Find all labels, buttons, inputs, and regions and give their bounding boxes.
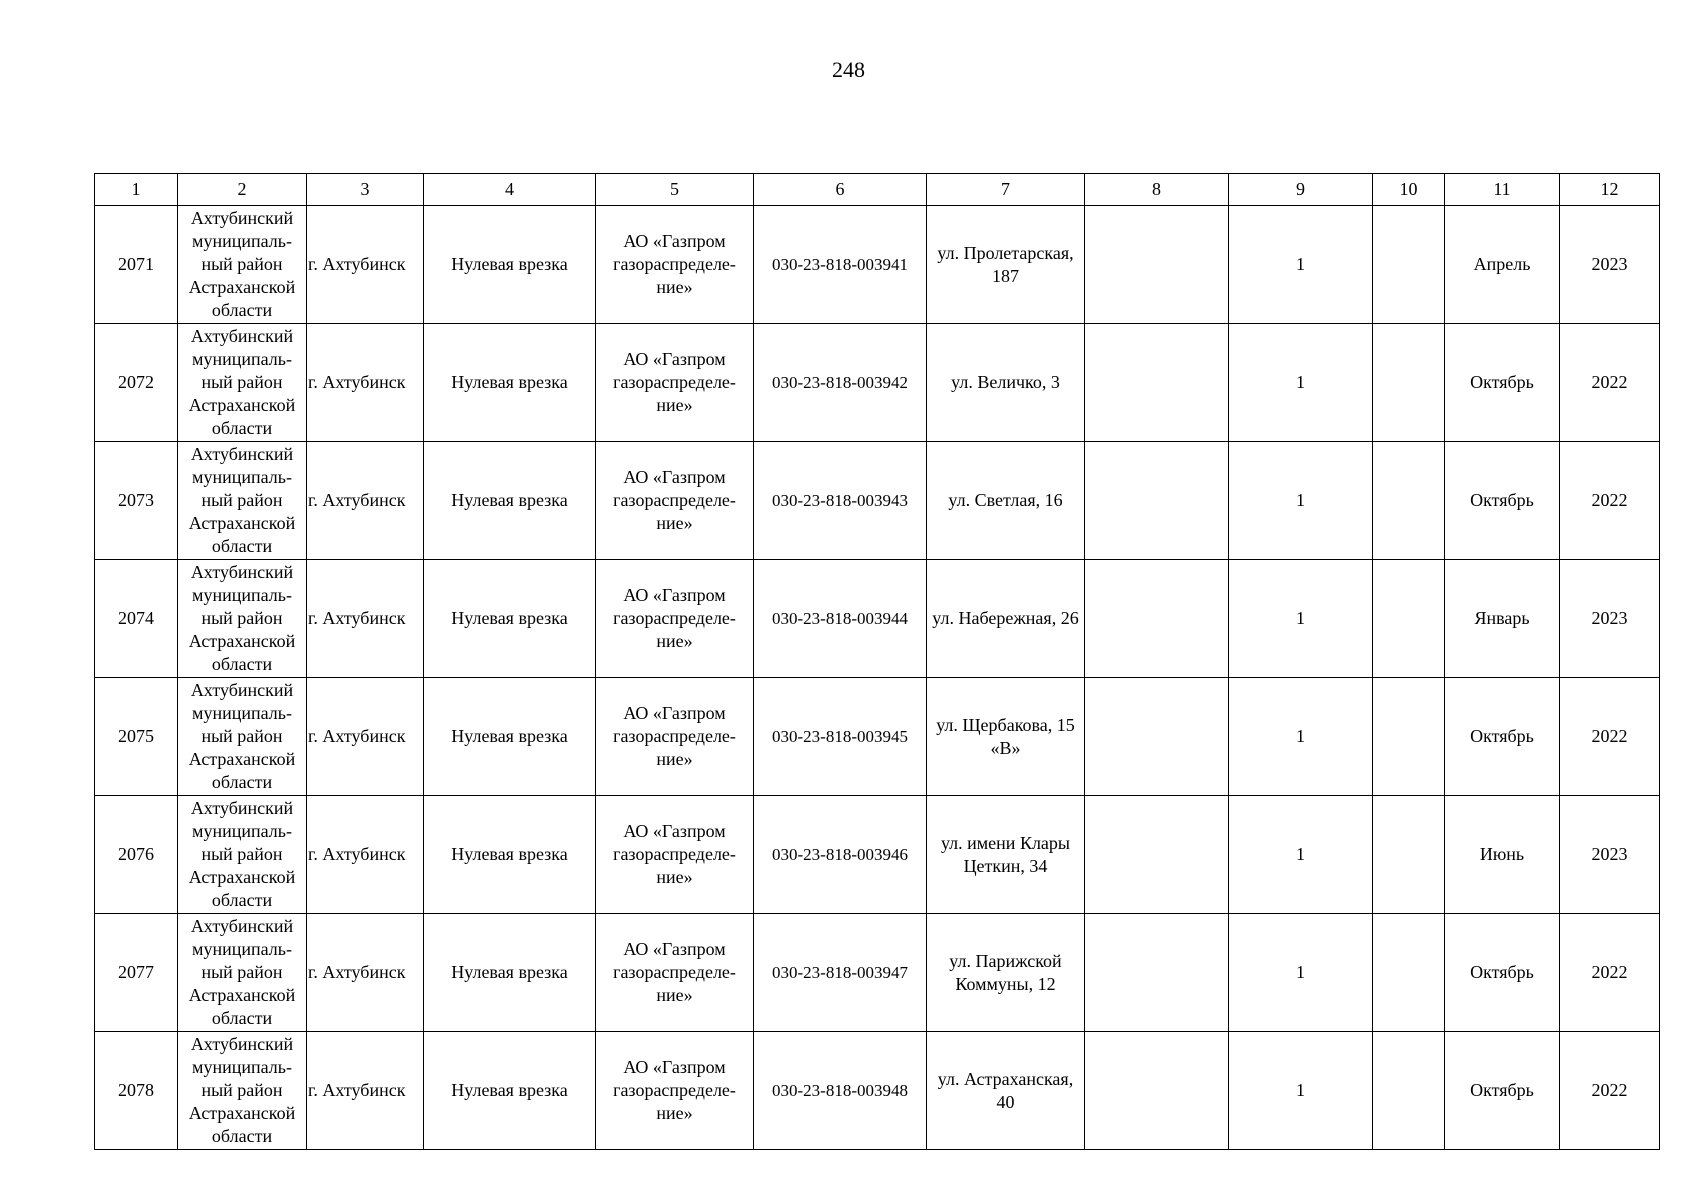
city-cell [307, 796, 424, 914]
work-type-cell [424, 324, 596, 442]
table-row [95, 796, 1660, 914]
table-header [95, 174, 1660, 206]
row-number-cell [95, 442, 178, 560]
district-name: Ахтубинский муниципаль- ный район Астраханской области [188, 562, 296, 674]
column-10-cell [1373, 1032, 1445, 1150]
month: Октябрь [1470, 490, 1534, 510]
operator-name: АО «Газпром газораспределе- ние» [613, 467, 736, 533]
address: ул. Набережная, 26 [932, 608, 1079, 628]
quantity: 1 [1296, 372, 1305, 392]
header-cell-7: 7 [927, 174, 1085, 206]
city-name: г. Ахтубинск [308, 372, 406, 392]
object-code-cell [754, 914, 927, 1032]
work-type-cell [424, 678, 596, 796]
column-8-cell [1085, 324, 1229, 442]
work-type-cell [424, 1032, 596, 1150]
table-row [95, 914, 1660, 1032]
city-name: г. Ахтубинск [308, 1080, 406, 1100]
row-number: 2078 [118, 1080, 154, 1100]
work-type-cell [424, 914, 596, 1032]
work-type-cell [424, 560, 596, 678]
district-cell [178, 1032, 307, 1150]
object-code-cell [754, 560, 927, 678]
month-cell [1445, 796, 1560, 914]
city-cell [307, 914, 424, 1032]
column-8-cell [1085, 1032, 1229, 1150]
row-number-cell [95, 914, 178, 1032]
table-row [95, 324, 1660, 442]
operator-cell [596, 560, 754, 678]
quantity: 1 [1296, 608, 1305, 628]
column-10-cell [1373, 678, 1445, 796]
operator-name: АО «Газпром газораспределе- ние» [613, 821, 736, 887]
quantity: 1 [1296, 490, 1305, 510]
district-cell [178, 206, 307, 324]
year: 2022 [1591, 1080, 1628, 1100]
quantity: 1 [1296, 726, 1305, 746]
month-cell [1445, 678, 1560, 796]
quantity-cell [1229, 678, 1373, 796]
quantity: 1 [1296, 844, 1305, 864]
header-cell-6: 6 [754, 174, 927, 206]
month-cell [1445, 560, 1560, 678]
table-row [95, 560, 1660, 678]
address: ул. Величко, 3 [951, 372, 1060, 392]
quantity-cell [1229, 206, 1373, 324]
operator-name: АО «Газпром газораспределе- ние» [613, 585, 736, 651]
row-number: 2071 [118, 254, 154, 274]
header-cell-1: 1 [95, 174, 178, 206]
object-code: 030-23-818-003947 [772, 963, 908, 982]
work-type: Нулевая врезка [451, 490, 568, 510]
quantity: 1 [1296, 962, 1305, 982]
quantity-cell [1229, 796, 1373, 914]
year: 2023 [1591, 608, 1628, 628]
row-number: 2075 [118, 726, 154, 746]
operator-name: АО «Газпром газораспределе- ние» [613, 231, 736, 297]
object-code: 030-23-818-003944 [772, 609, 908, 628]
object-code: 030-23-818-003945 [772, 727, 908, 746]
quantity: 1 [1296, 1080, 1305, 1100]
month: Октябрь [1470, 962, 1534, 982]
city-cell [307, 442, 424, 560]
header-cell-3: 3 [307, 174, 424, 206]
work-type: Нулевая врезка [451, 844, 568, 864]
city-cell [307, 206, 424, 324]
operator-name: АО «Газпром газораспределе- ние» [613, 1057, 736, 1123]
city-name: г. Ахтубинск [308, 608, 406, 628]
row-number-cell [95, 324, 178, 442]
year-cell [1560, 914, 1660, 1032]
row-number-cell [95, 796, 178, 914]
operator-cell [596, 796, 754, 914]
table-row [95, 442, 1660, 560]
page-number: 248 [832, 57, 865, 82]
district-name: Ахтубинский муниципаль- ный район Астраханской области [188, 680, 296, 792]
work-type: Нулевая врезка [451, 254, 568, 274]
city-name: г. Ахтубинск [308, 962, 406, 982]
month-cell [1445, 1032, 1560, 1150]
row-number: 2076 [118, 844, 154, 864]
column-8-cell [1085, 796, 1229, 914]
year-cell [1560, 1032, 1660, 1150]
district-name: Ахтубинский муниципаль- ный район Астраханской области [188, 1034, 296, 1146]
register-table [94, 173, 1660, 1150]
district-name: Ахтубинский муниципаль- ный район Астраханской области [188, 326, 296, 438]
header-cell-5: 5 [596, 174, 754, 206]
district-name: Ахтубинский муниципаль- ный район Астраханской области [188, 208, 296, 320]
quantity-cell [1229, 442, 1373, 560]
month: Октябрь [1470, 372, 1534, 392]
address-cell [927, 1032, 1085, 1150]
address-cell [927, 560, 1085, 678]
header-row [95, 174, 1660, 206]
city-name: г. Ахтубинск [308, 726, 406, 746]
row-number-cell [95, 1032, 178, 1150]
address: ул. Пролетарская, 187 [937, 242, 1074, 286]
address-cell [927, 324, 1085, 442]
header-cell-9: 9 [1229, 174, 1373, 206]
header-cell-12: 12 [1560, 174, 1660, 206]
operator-name: АО «Газпром газораспределе- ние» [613, 349, 736, 415]
quantity-cell [1229, 560, 1373, 678]
work-type-cell [424, 796, 596, 914]
address-cell [927, 442, 1085, 560]
object-code-cell [754, 796, 927, 914]
column-10-cell [1373, 914, 1445, 1032]
month: Январь [1474, 608, 1530, 628]
district-cell [178, 796, 307, 914]
header-cell-8: 8 [1085, 174, 1229, 206]
object-code-cell [754, 324, 927, 442]
address: ул. имени Клары Цеткин, 34 [940, 832, 1071, 876]
work-type: Нулевая врезка [451, 608, 568, 628]
month: Октябрь [1470, 726, 1534, 746]
header-cell-4: 4 [424, 174, 596, 206]
column-10-cell [1373, 796, 1445, 914]
district-name: Ахтубинский муниципаль- ный район Астраханской области [188, 916, 296, 1028]
district-cell [178, 914, 307, 1032]
city-name: г. Ахтубинск [308, 490, 406, 510]
column-10-cell [1373, 560, 1445, 678]
district-cell [178, 442, 307, 560]
work-type-cell [424, 206, 596, 324]
work-type: Нулевая врезка [451, 726, 568, 746]
quantity-cell [1229, 1032, 1373, 1150]
month-cell [1445, 324, 1560, 442]
work-type: Нулевая врезка [451, 372, 568, 392]
header-cell-10: 10 [1373, 174, 1445, 206]
table-body [95, 206, 1660, 1150]
month-cell [1445, 914, 1560, 1032]
operator-cell [596, 914, 754, 1032]
column-8-cell [1085, 914, 1229, 1032]
address: ул. Астраханская, 40 [937, 1068, 1074, 1112]
operator-cell [596, 1032, 754, 1150]
table-row [95, 678, 1660, 796]
column-10-cell [1373, 442, 1445, 560]
district-cell [178, 678, 307, 796]
operator-name: АО «Газпром газораспределе- ние» [613, 939, 736, 1005]
quantity-cell [1229, 914, 1373, 1032]
header-cell-2: 2 [178, 174, 307, 206]
object-code: 030-23-818-003943 [772, 491, 908, 510]
city-cell [307, 560, 424, 678]
address-cell [927, 796, 1085, 914]
year-cell [1560, 678, 1660, 796]
row-number-cell [95, 560, 178, 678]
year: 2022 [1591, 372, 1628, 392]
row-number: 2074 [118, 608, 154, 628]
column-10-cell [1373, 324, 1445, 442]
address: ул. Парижской Коммуны, 12 [949, 950, 1062, 994]
quantity: 1 [1296, 254, 1305, 274]
column-8-cell [1085, 206, 1229, 324]
row-number: 2072 [118, 372, 154, 392]
operator-cell [596, 678, 754, 796]
object-code-cell [754, 1032, 927, 1150]
address: ул. Светлая, 16 [948, 490, 1063, 510]
year: 2022 [1591, 962, 1628, 982]
operator-cell [596, 442, 754, 560]
city-name: г. Ахтубинск [308, 844, 406, 864]
operator-name: АО «Газпром газораспределе- ние» [613, 703, 736, 769]
year: 2022 [1591, 490, 1628, 510]
year: 2022 [1591, 726, 1628, 746]
month: Июнь [1479, 844, 1525, 864]
row-number: 2073 [118, 490, 154, 510]
address-cell [927, 678, 1085, 796]
address-cell [927, 206, 1085, 324]
object-code-cell [754, 206, 927, 324]
operator-cell [596, 324, 754, 442]
column-8-cell [1085, 560, 1229, 678]
city-name: г. Ахтубинск [308, 254, 406, 274]
object-code: 030-23-818-003948 [772, 1081, 908, 1100]
city-cell [307, 1032, 424, 1150]
object-code: 030-23-818-003946 [772, 845, 908, 864]
year-cell [1560, 560, 1660, 678]
column-8-cell [1085, 442, 1229, 560]
year-cell [1560, 206, 1660, 324]
month-cell [1445, 206, 1560, 324]
column-8-cell [1085, 678, 1229, 796]
district-cell [178, 324, 307, 442]
object-code: 030-23-818-003942 [772, 373, 908, 392]
column-10-cell [1373, 206, 1445, 324]
year: 2023 [1591, 254, 1628, 274]
address: ул. Щербакова, 15 «В» [936, 714, 1075, 758]
work-type: Нулевая врезка [451, 1080, 568, 1100]
district-name: Ахтубинский муниципаль- ный район Астраханской области [188, 798, 296, 910]
operator-cell [596, 206, 754, 324]
row-number: 2077 [118, 962, 154, 982]
month: Октябрь [1470, 1080, 1534, 1100]
table-row [95, 206, 1660, 324]
month: Апрель [1473, 254, 1531, 274]
year: 2023 [1591, 844, 1628, 864]
row-number-cell [95, 678, 178, 796]
district-name: Ахтубинский муниципаль- ный район Астраханской области [188, 444, 296, 556]
object-code-cell [754, 442, 927, 560]
year-cell [1560, 796, 1660, 914]
object-code: 030-23-818-003941 [772, 255, 908, 274]
row-number-cell [95, 206, 178, 324]
year-cell [1560, 442, 1660, 560]
quantity-cell [1229, 324, 1373, 442]
work-type-cell [424, 442, 596, 560]
year-cell [1560, 324, 1660, 442]
object-code-cell [754, 678, 927, 796]
work-type: Нулевая врезка [451, 962, 568, 982]
district-cell [178, 560, 307, 678]
city-cell [307, 324, 424, 442]
header-cell-11: 11 [1445, 174, 1560, 206]
month-cell [1445, 442, 1560, 560]
city-cell [307, 678, 424, 796]
address-cell [927, 914, 1085, 1032]
table-row [95, 1032, 1660, 1150]
